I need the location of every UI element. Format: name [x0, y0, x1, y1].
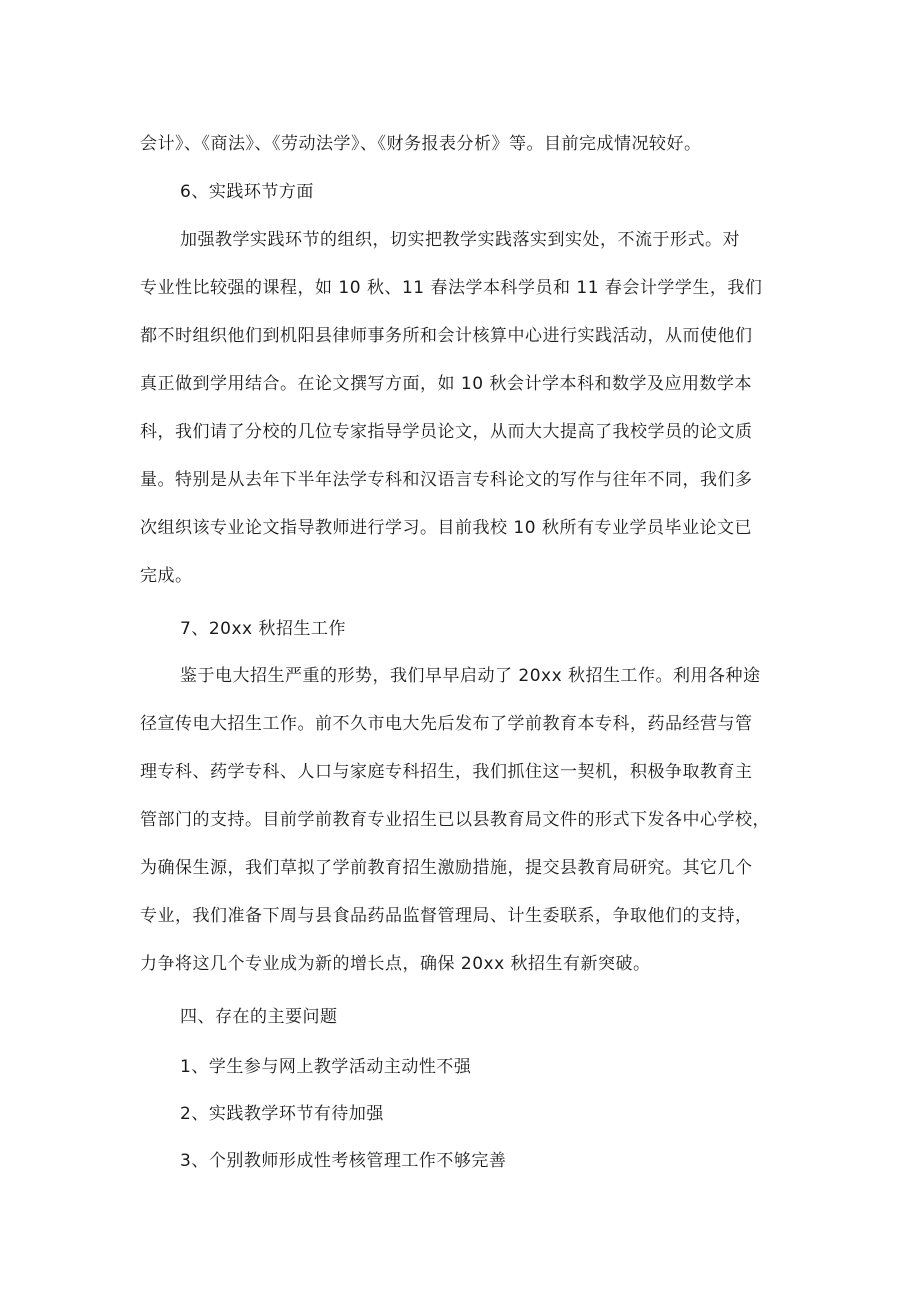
section-heading-enrollment: 7、20xx 秋招生工作: [180, 619, 346, 639]
text-line: 会计》、《商法》、《劳动法学》、《财务报表分析》等。目前完成情况较好。: [140, 134, 702, 154]
problem-list-item: 3、个别教师形成性考核管理工作不够完善: [180, 1151, 507, 1171]
section-heading-practice: 6、实践环节方面: [180, 182, 314, 202]
text-line: 管部门的支持。目前学前教育专业招生已以县教育局文件的形式下发各中心学校，: [140, 810, 770, 830]
text-line: 量。特别是从去年下半年法学专科和汉语言专科论文的写作与往年不同，我们多: [140, 470, 753, 490]
text-line: 专业性比较强的课程，如 10 秋、11 春法学本科学员和 11 春会计学学生，我们: [140, 278, 763, 298]
text-line: 完成。: [140, 566, 193, 586]
text-line: 力争将这几个专业成为新的增长点，确保 20xx 秋招生有新突破。: [140, 954, 651, 974]
text-line: 专业，我们准备下周与县食品药品监督管理局、计生委联系，争取他们的支持，: [140, 906, 753, 926]
text-line: 鉴于电大招生严重的形势，我们早早启动了 20xx 秋招生工作。利用各种途: [180, 666, 761, 686]
text-line: 真正做到学用结合。在论文撰写方面，如 10 秋会计学本科和数学及应用数学本: [140, 374, 752, 394]
paragraph-practice: [140, 216, 790, 600]
text-line: 径宣传电大招生工作。前不久市电大先后发布了学前教育本专科，药品经营与管: [140, 714, 753, 734]
text-line: 理专科、药学专科、人口与家庭专科招生，我们抓住这一契机，积极争取教育主: [140, 762, 753, 782]
text-line: 科，我们请了分校的几位专家指导学员论文，从而大大提高了我校学员的论文质: [140, 422, 753, 442]
section-heading-problems: 四、存在的主要问题: [180, 1007, 338, 1027]
text-line: 为确保生源，我们草拟了学前教育招生激励措施，提交县教育局研究。其它几个: [140, 858, 753, 878]
problem-list-item: 1、学生参与网上教学活动主动性不强: [180, 1057, 472, 1077]
paragraph-enrollment: [140, 652, 790, 988]
text-line: 次组织该专业论文指导教师进行学习。目前我校 10 秋所有专业学员毕业论文已: [140, 518, 752, 538]
paragraph-continuation: [140, 120, 790, 168]
problem-list-item: 2、实践教学环节有待加强: [180, 1104, 384, 1124]
text-line: 都不时组织他们到机阳县律师事务所和会计核算中心进行实践活动，从而使他们: [140, 326, 753, 346]
text-line: 加强教学实践环节的组织，切实把教学实践落实到实处，不流于形式。对: [180, 230, 740, 250]
